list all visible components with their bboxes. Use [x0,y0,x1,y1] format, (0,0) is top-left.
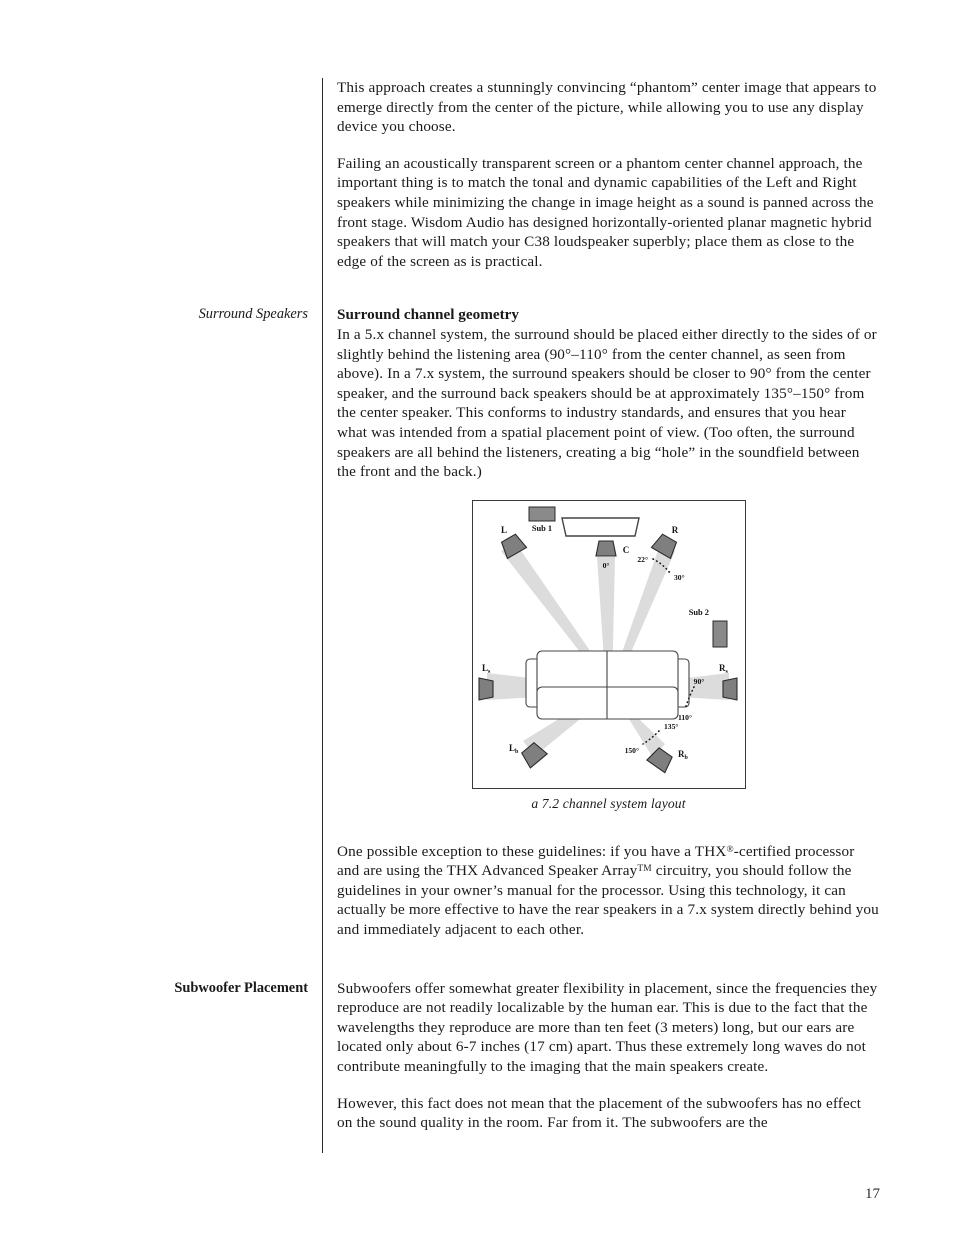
gutter-subwoofer [0,979,322,999]
thx-text-before-reg: One possible exception to these guidelines: if you have a THX [337,842,727,860]
paragraph-acoustically-transparent: Failing an acoustically transparent screen or a phantom center channel approach, the important thing is to match the tonal and dynamic capabilities of the Left and Right speakers while minimizing the change in image height as a sound is panned across the front stage. Wisdom Audio has designed horizontally-oriented planar magnetic hybrid speakers that will match your C38 loudspeaker superbly; place them as close to the edge of the screen as is practical. [337,154,874,270]
body-surround [322,305,954,956]
section-surround-speakers [0,305,954,956]
speaker-right-surround-label: $R_s$ [718,662,728,675]
speaker-right-label: R [671,524,678,535]
angle-label-150: 150° [624,745,639,755]
speaker-center-label: C [622,544,629,555]
angle-label-110: 110° [677,712,692,722]
speaker-right-back-label: $R_b$ [677,748,688,761]
speaker-left-back-label: $L_b$ [508,742,518,755]
margin-note-surround-speakers: Surround Speakers [198,306,308,323]
angle-label-0: 0° [602,560,609,570]
paragraph-subwoofer-however: However, this fact does not mean that the placement of the subwoofers has no effect on the sound quality in the room. Far from it. The subwoofers are the [337,1094,862,1132]
speaker-right [651,532,679,558]
sub-1-label: Sub 1 [531,523,552,533]
figure-7-2-channel-layout [337,500,880,812]
speaker-beams [487,542,729,758]
angle-label-135: 135° [663,721,678,731]
registered-trademark-mark: ® [726,844,734,855]
trademark-mark: TM [637,864,652,875]
speaker-center [596,541,616,556]
speaker-right-surround [723,678,737,700]
page-number: 17 [865,1186,880,1202]
margin-note-subwoofer-placement: Subwoofer Placement [174,979,308,996]
sub-1-box [529,507,555,521]
paragraph-subwoofer-flexibility: Subwoofers offer somewhat greater flexibility in placement, since the frequencies they reproduce are not readily localizable by the human ear. This is due to the fact that the wavelengths they reproduce are more than ten feet (3 meters) long, but our ears are located only about 6-7 inches (17 cm) apart. Thus these extremely long waves do not contribute meaningfully to the imaging that the main speakers create. [337,979,878,1076]
body-intro [322,78,954,288]
sofa [526,651,689,719]
figure-caption: a 7.2 channel system layout [531,795,686,811]
angle-label-30: 30° [673,572,685,582]
body-subwoofer [322,979,954,1133]
section-subwoofer-placement [0,979,954,1133]
sub-2-label: Sub 2 [688,607,709,617]
gutter-surround [0,305,322,325]
thx-text-after-tm: circuitry, you should follow the guidelines in your owner’s manual for the processor. Using this technology, it can actually be more effective to have the rear speakers in a 7.x system directly behind you and immediately adjacent to each other. [337,862,879,939]
section-intro [0,78,954,288]
speaker-left-surround-label: $L_s$ [481,662,490,675]
speaker-left-surround [479,678,493,700]
heading-surround-channel-geometry: Surround channel geometry [337,306,519,324]
figure-frame [472,500,746,789]
speaker-layout-diagram [473,501,743,786]
angle-label-22: 22° [636,554,648,564]
paragraph-phantom-center: This approach creates a stunningly convincing “phantom” center image that appears to emerge directly from the center of the picture, while allowing you to use any display device you choose. [337,79,877,136]
paragraph-thx [337,842,880,940]
angle-label-90: 90° [693,676,704,686]
sub-2-box [713,621,727,647]
speaker-left-label: L [500,524,507,535]
thx-text-after-reg: -certified processor and are using the THX Advanced Speaker Array [337,842,855,880]
projection-screen [562,518,639,536]
page-content [0,78,954,1133]
paragraph-surround-geometry: In a 5.x channel system, the surround should be placed either directly to the sides of or slightly behind the listening area (90°–110° from the center channel, as seen from above). In a 7.x system, the surround speakers should be closer to 90° from the center speaker, and the surround back speakers should be at approximately 135°–150° from the center speaker. This conforms to industry standards, and ensures that you hear what was intended from a spatial placement point of view. (Too often, the surround speakers are all behind the listeners, creating a big “hole” in the soundfield between the front and the back.) [337,325,877,481]
